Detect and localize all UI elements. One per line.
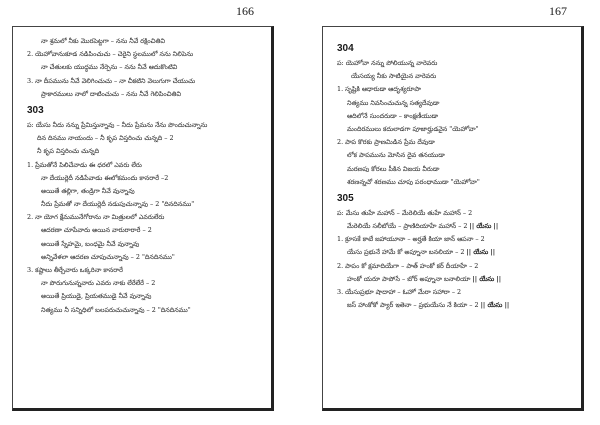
lyric-text: హంకో యరూ పాపోసే – బోర్ అప్నూనా బనాలియా bbox=[347, 274, 471, 283]
lyric-text: యేసు ప్రభునే హామే కో అప్నూనా బనలియా – 2 bbox=[347, 248, 465, 257]
lyric-line: నా పొరుగునున్నవారు ఎవరు నాకు లేరేలేరే – 2 bbox=[41, 279, 156, 288]
song-number-304: 304 bbox=[337, 43, 354, 54]
lyric-line: మరణపు కోరలు పీకిన విజయ వీరుడా bbox=[347, 164, 440, 173]
left-page bbox=[12, 26, 274, 411]
lyric-line: అయితే స్నేహమై, బంధమై నీవే వున్నావు bbox=[41, 239, 140, 248]
song-number-305: 305 bbox=[337, 192, 354, 204]
lyric-line: లోక పాపమును మోసిన దైవ తనయుడా bbox=[347, 151, 445, 160]
lyric-line: 2. పాప కొరకు ప్రాణమిడిన ప్రేమ దేవుడా bbox=[337, 138, 435, 147]
lyric-line: నీదు ప్రేమతో నా దేయుర్లెదీ నడుపుచున్నావు – 2 "దినదినము" bbox=[41, 200, 195, 209]
refrain-marker: || యేసు || bbox=[466, 248, 496, 257]
lyric-line bbox=[337, 207, 573, 220]
lyric-line: నా శ్రమలో నీకు మొరపెట్టగా – నను నీవే రక్షించితివి bbox=[41, 37, 166, 45]
lyric-line: 1. సృష్టికి ఆధారుడా ఆదృశ్యరూపా bbox=[337, 85, 421, 94]
lyric-line: మందిరములు కదులాడగా పూజార్హుడవైన "యెహోవా" bbox=[347, 124, 479, 133]
lyric-line: 1. ప్రేమతోనే పిలిచేవాడు ఈ ధరలో ఎవరు లేరు bbox=[27, 160, 142, 169]
lyric-line bbox=[337, 299, 573, 312]
left-page-number: 166 bbox=[236, 4, 254, 18]
right-page bbox=[322, 26, 584, 411]
right-page-number: 167 bbox=[549, 4, 567, 18]
lyric-text: జస్ హాంకోకో ప్యార్ ఇతెనా – ప్రభుయేసు నే కియా – 2 bbox=[347, 301, 479, 310]
lyric-line: ప: యెహోవా నన్ను పోలియున్న వారెవరు bbox=[337, 59, 438, 67]
lyric-line bbox=[337, 233, 573, 246]
refrain-marker: || యేసు || bbox=[472, 274, 502, 283]
lyric-line: నా దేయుర్లెదీ నడిపేవాడు ఈలోకమందు కానరారే –2 bbox=[41, 173, 169, 182]
lyric-text: 1. క్రూసకే కాటే జహాయూనా – అర్హతే కియా జాన్ ఆపనా – 2 bbox=[337, 235, 485, 244]
left-page-content bbox=[27, 35, 263, 317]
lyric-line: అయితే ప్రియుడై, ప్రియతముడై నీవే వున్నావు bbox=[41, 292, 152, 301]
lyric-line: 3. కష్టాలు తీర్చేవారు ఒక్కరినా కానరారే bbox=[27, 266, 123, 274]
lyric-line bbox=[337, 273, 573, 286]
lyric-line: ఆదిలోనే సుందరుడా – కాంక్షణీయుడా bbox=[347, 111, 439, 120]
lyric-line: అన్నివేళలా ఆదరణ చూపుచున్నావు – 2 "దినదినము" bbox=[41, 252, 175, 261]
lyric-line bbox=[337, 286, 573, 299]
right-page-content bbox=[337, 39, 573, 312]
lyric-line: ప: యేసు నీదు నన్ను ప్రేమిస్తున్నావు – నీదు ప్రేమను నేను పొందుచున్నాను bbox=[27, 120, 208, 129]
lyric-line: 2. యెహోవానుకూడ నడిపించుచు – చెరైని స్థలములో నను నిలిపెను bbox=[27, 50, 194, 59]
lyric-text: మేరెలియే సలీబోయే – ప్రాణిదియాహే మహాన్ – 2 bbox=[347, 222, 468, 231]
lyric-line bbox=[337, 220, 573, 233]
lyric-line: శరణన్నచో శరణము చూపు పరంధాముడా "యెహోవా" bbox=[347, 177, 480, 186]
lyric-text: 2. పాపం కో క్షమాదియేగా – పాత్ హంకో కర్ దీయాహే – 2 bbox=[337, 261, 479, 270]
lyric-line: నా చేతులకు యుద్ధము నేర్పెను – నను నీవే ఆదుకొంటివి bbox=[41, 63, 178, 72]
lyric-line: ఆదరణా చూపేవారు అయిన వారురారారే – 2 bbox=[41, 226, 152, 235]
lyric-line: ప్రాకారములు నాలో దాటించుచు – నను నీవే గెలిపించితివి bbox=[41, 89, 182, 98]
lyric-line: దిన దినము నాయందు – నీ కృప విస్తరించు చున్నది – 2 bbox=[37, 134, 174, 143]
lyric-line: 3. నా దీపమును నీవే వెలిగించుచు – నా చీకటిని వెలుగుగా చేయుచు bbox=[27, 76, 196, 85]
lyric-line: యేసయ్య నీకు సాటియైన వారెవరు bbox=[351, 72, 437, 81]
refrain-marker: || యేసు || bbox=[480, 301, 510, 310]
lyric-text: ప: మేసు తుహే మహాన్ – మేరెలియే తుహే మహాన్ – 2 bbox=[337, 208, 473, 217]
lyric-line: నిత్యము నీ సన్నిధిలో బలపరుచుచున్నావు – 2 "దినదినము" bbox=[41, 305, 191, 314]
lyric-line: నీ కృప విస్తరించు చున్నది bbox=[37, 147, 100, 156]
song-number-303: 303 bbox=[27, 104, 44, 116]
lyric-line: నిత్యము నివసించుచున్న సత్యదేవుడా bbox=[347, 98, 440, 107]
lyric-line: అయితే తల్లిగా, తండ్రిగా నీవే వున్నావు bbox=[41, 186, 135, 195]
lyric-line bbox=[337, 246, 573, 259]
lyric-text: 3. యేసుప్రభూ షాదాహా – ఓహో మేరా సహారా – 2 bbox=[337, 288, 462, 296]
lyric-line: 2. నా యోగ క్షేమమునేగోరాను నా మిత్రులలో ఎవరులేరు bbox=[27, 213, 165, 222]
lyric-line bbox=[337, 260, 573, 273]
refrain-marker: || యేసు || bbox=[469, 222, 499, 231]
